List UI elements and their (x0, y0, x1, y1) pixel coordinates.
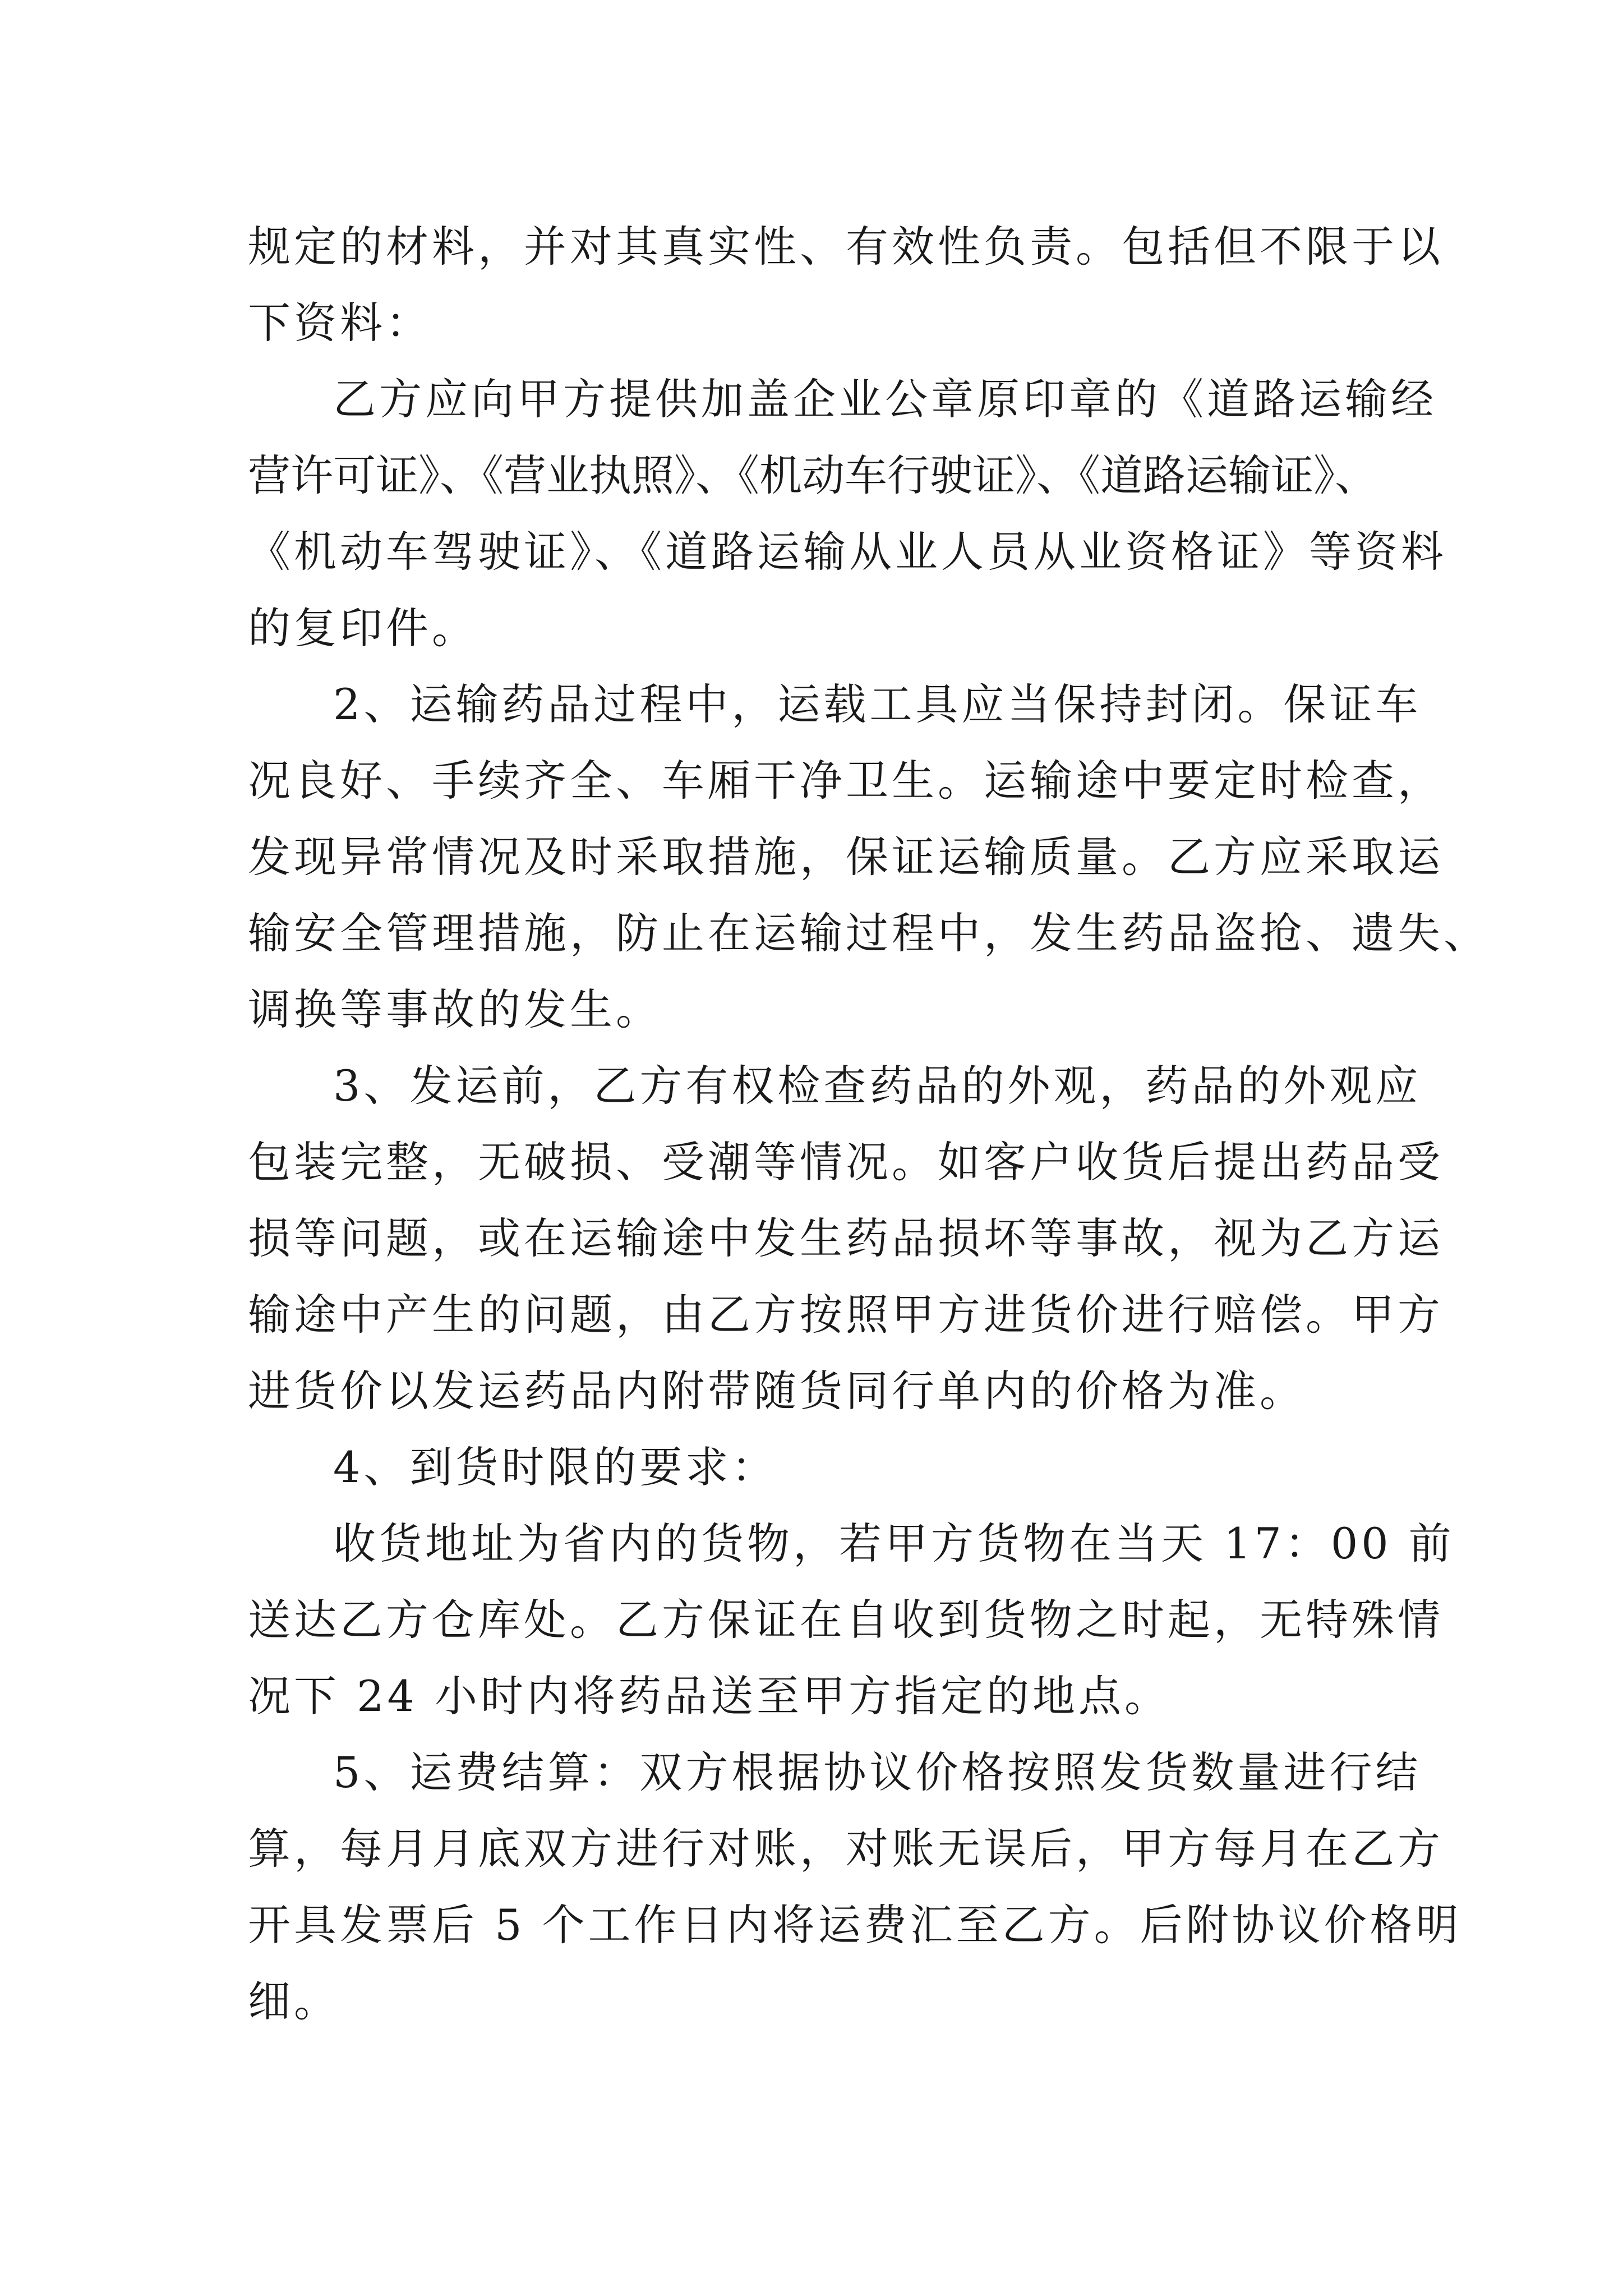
text-line: 乙方应向甲方提供加盖企业公章原印章的《道路运输经 (333, 374, 1437, 424)
text-line: 4、到货时限的要求： (333, 1442, 778, 1492)
text-line: 输途中产生的问题，由乙方按照甲方进货价进行赔偿。甲方 (248, 1290, 1444, 1340)
document-body (248, 209, 1490, 2040)
text-line: 算，每月月底双方进行对账，对账无误后，甲方每月在乙方 (248, 1824, 1444, 1874)
text-line: 损等问题，或在运输途中发生药品损坏等事故，视为乙方运 (248, 1213, 1444, 1263)
text-line: 细。 (248, 1976, 340, 2026)
text-line: 输安全管理措施，防止在运输过程中，发生药品盗抢、遗失、 (248, 908, 1490, 958)
text-line: 规定的材料，并对其真实性、有效性负责。包括但不限于以 (248, 222, 1444, 272)
text-line: 下资料： (248, 298, 432, 348)
text-line: 5、运费结算：双方根据协议价格按照发货数量进行结 (333, 1747, 1422, 1797)
text-line: 况下 24 小时内将药品送至甲方指定的地点。 (248, 1671, 1171, 1721)
text-line: 《机动车驾驶证》、《道路运输从业人员从业资格证》等资料 (248, 527, 1447, 577)
text-line: 3、发运前，乙方有权检查药品的外观，药品的外观应 (333, 1061, 1422, 1111)
text-line: 进货价以发运药品内附带随货同行单内的价格为准。 (248, 1366, 1306, 1416)
text-line: 的复印件。 (248, 603, 478, 653)
text-line: 2、运输药品过程中，运载工具应当保持封闭。保证车 (333, 679, 1422, 729)
text-line: 营许可证》、《营业执照》、《机动车行驶证》、《道路运输证》、 (248, 450, 1377, 500)
text-line: 发现异常情况及时采取措施，保证运输质量。乙方应采取运 (248, 832, 1444, 882)
text-line: 况良好、手续齐全、车厢干净卫生。运输途中要定时检查， (248, 756, 1444, 806)
text-line: 收货地址为省内的货物，若甲方货物在当天 17：00 前 (333, 1519, 1455, 1568)
text-line: 开具发票后 5 个工作日内将运费汇至乙方。后附协议价格明 (248, 1900, 1462, 1950)
text-line: 送达乙方仓库处。乙方保证在自收到货物之时起，无特殊情 (248, 1595, 1444, 1645)
text-line: 调换等事故的发生。 (248, 984, 662, 1034)
text-line: 包装完整，无破损、受潮等情况。如客户收货后提出药品受 (248, 1137, 1444, 1187)
